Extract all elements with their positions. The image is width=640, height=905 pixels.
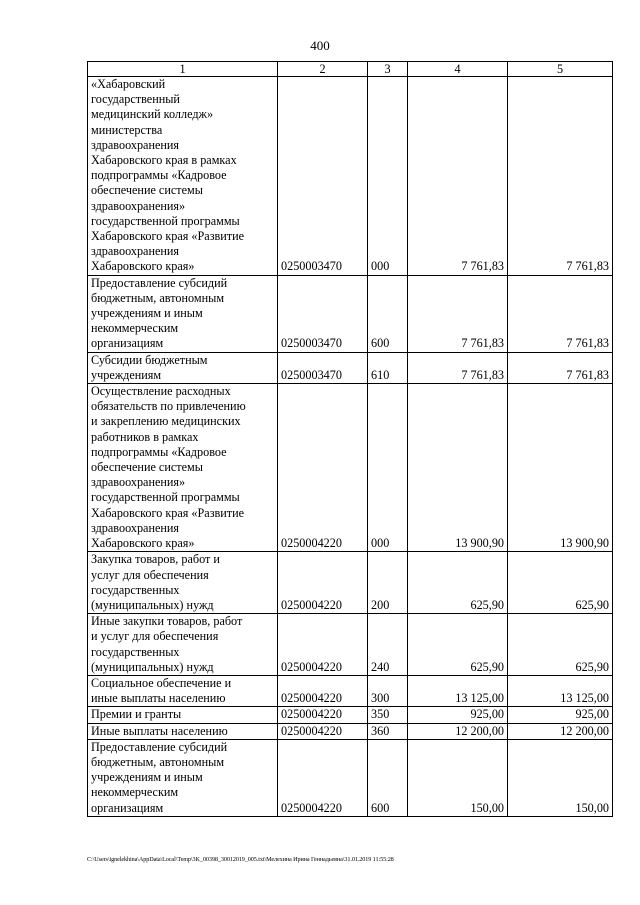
table-row — [88, 707, 613, 723]
expense-type-cell: 000 — [368, 77, 408, 276]
expense-type-cell: 610 — [368, 352, 408, 383]
expense-name-cell: Предоставление субсидий бюджетным, автономным учреждениям и иным некоммерческим организациям — [88, 739, 278, 816]
page-number: 400 — [310, 38, 330, 53]
table-row — [88, 77, 613, 276]
amount-cell: 150,00 — [508, 739, 613, 816]
table-row — [88, 723, 613, 739]
expense-name-cell: Иные выплаты населению — [88, 723, 278, 739]
amount-cell: 12 200,00 — [408, 723, 508, 739]
amount-cell: 13 900,90 — [508, 384, 613, 552]
expense-name-cell: «Хабаровский государственный медицинский колледж» министерства здравоохранения Хабаровского края в рамках подпрограммы «Кадровое обеспечение системы здравоохранения» государственной программы Хабаровского края «Развитие здравоохранения Хабаровского края» — [88, 77, 278, 276]
table-row — [88, 275, 613, 352]
expense-type-cell: 600 — [368, 739, 408, 816]
amount-cell: 13 125,00 — [508, 675, 613, 706]
amount-cell: 7 761,83 — [408, 77, 508, 276]
column-header: 1 — [88, 62, 278, 77]
target-code-cell: 0250003470 — [278, 352, 368, 383]
table-body — [88, 77, 613, 817]
table-row — [88, 384, 613, 552]
target-code-cell: 0250004220 — [278, 723, 368, 739]
file-path-footer: C:\Users\ignelekhina\AppData\Local\Temp\3K_00398_30012019_005.txt\Мелехина Ирина Геннадьевна\31.01.2019 11:55:28 — [87, 856, 394, 863]
column-header: 3 — [368, 62, 408, 77]
expense-type-cell: 000 — [368, 384, 408, 552]
table-row — [88, 675, 613, 706]
amount-cell: 7 761,83 — [508, 77, 613, 276]
amount-cell: 13 125,00 — [408, 675, 508, 706]
expense-type-cell: 240 — [368, 614, 408, 676]
target-code-cell: 0250004220 — [278, 384, 368, 552]
table-row — [88, 352, 613, 383]
target-code-cell: 0250004220 — [278, 552, 368, 614]
target-code-cell: 0250004220 — [278, 675, 368, 706]
target-code-cell: 0250004220 — [278, 707, 368, 723]
expense-name-cell: Премии и гранты — [88, 707, 278, 723]
column-header: 4 — [408, 62, 508, 77]
amount-cell: 7 761,83 — [408, 275, 508, 352]
expense-name-cell: Социальное обеспечение и иные выплаты населению — [88, 675, 278, 706]
amount-cell: 625,90 — [508, 552, 613, 614]
expense-name-cell: Иные закупки товаров, работ и услуг для обеспечения государственных (муниципальных) нужд — [88, 614, 278, 676]
amount-cell: 925,00 — [508, 707, 613, 723]
amount-cell: 7 761,83 — [408, 352, 508, 383]
amount-cell: 7 761,83 — [508, 275, 613, 352]
expense-name-cell: Осуществление расходных обязательств по привлечению и закреплению медицинских работников в рамках подпрограммы «Кадровое обеспечение системы здравоохранения» государственной программы Хабаровского края «Развитие здравоохранения Хабаровского края» — [88, 384, 278, 552]
table-header-row — [88, 62, 613, 77]
table-row — [88, 614, 613, 676]
amount-cell: 12 200,00 — [508, 723, 613, 739]
amount-cell: 625,90 — [508, 614, 613, 676]
column-header: 2 — [278, 62, 368, 77]
expense-type-cell: 360 — [368, 723, 408, 739]
target-code-cell: 0250004220 — [278, 614, 368, 676]
expense-type-cell: 350 — [368, 707, 408, 723]
expense-name-cell: Закупка товаров, работ и услуг для обеспечения государственных (муниципальных) нужд — [88, 552, 278, 614]
amount-cell: 150,00 — [408, 739, 508, 816]
target-code-cell: 0250004220 — [278, 739, 368, 816]
table-row — [88, 552, 613, 614]
target-code-cell: 0250003470 — [278, 77, 368, 276]
amount-cell: 7 761,83 — [508, 352, 613, 383]
target-code-cell: 0250003470 — [278, 275, 368, 352]
budget-table — [87, 61, 613, 817]
amount-cell: 925,00 — [408, 707, 508, 723]
amount-cell: 625,90 — [408, 552, 508, 614]
amount-cell: 13 900,90 — [408, 384, 508, 552]
expense-name-cell: Предоставление субсидий бюджетным, автономным учреждениям и иным некоммерческим организациям — [88, 275, 278, 352]
expense-name-cell: Субсидии бюджетным учреждениям — [88, 352, 278, 383]
column-header: 5 — [508, 62, 613, 77]
expense-type-cell: 300 — [368, 675, 408, 706]
expense-type-cell: 200 — [368, 552, 408, 614]
table-row — [88, 739, 613, 816]
amount-cell: 625,90 — [408, 614, 508, 676]
expense-type-cell: 600 — [368, 275, 408, 352]
